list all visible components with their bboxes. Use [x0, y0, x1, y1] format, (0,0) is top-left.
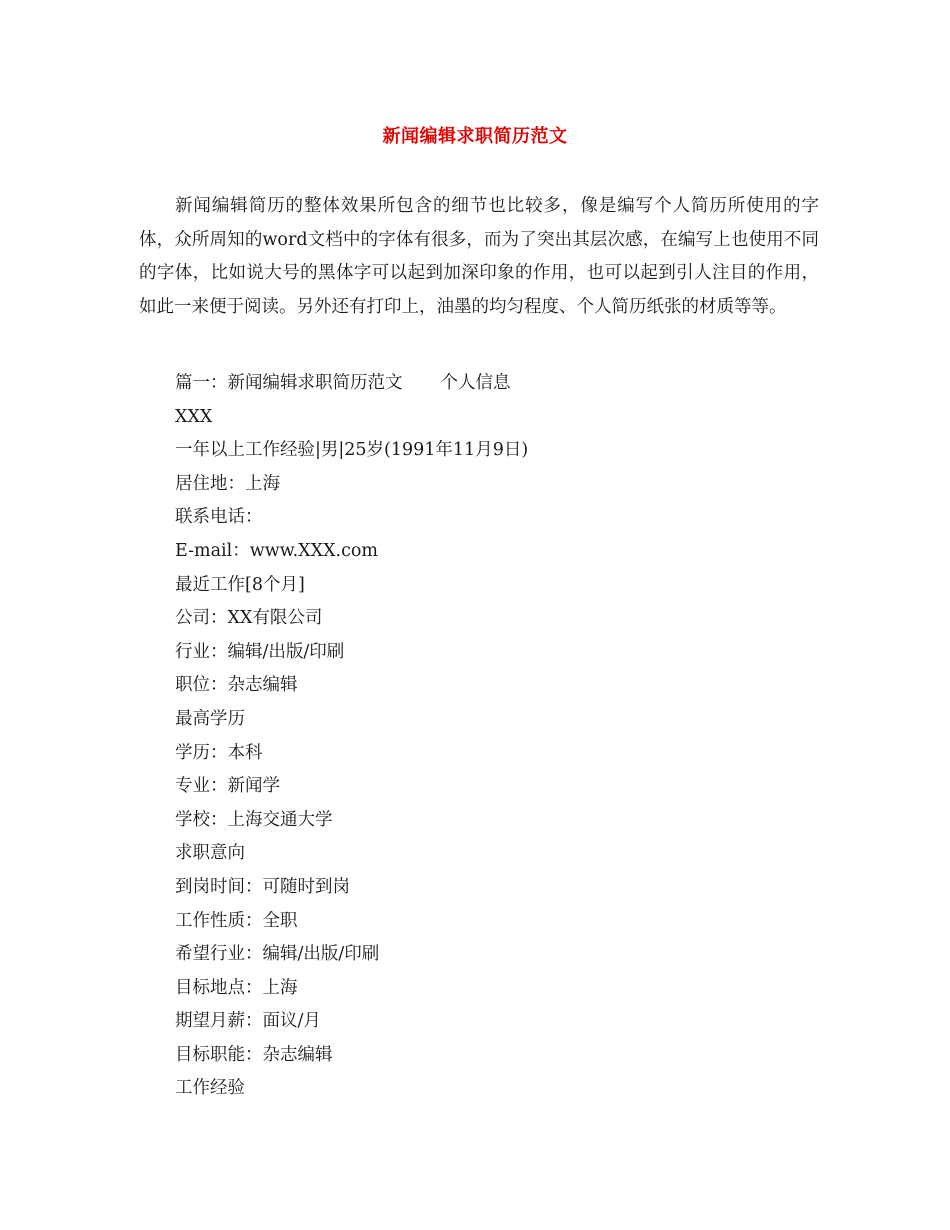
resume-email: E-mail：www.XXX.com	[175, 540, 379, 561]
job-intention-industry: 希望行业：编辑/出版/印刷	[175, 944, 380, 965]
work-experience-heading: 工作经验	[175, 1078, 245, 1099]
education-major: 专业：新闻学	[175, 776, 280, 797]
section-heading	[175, 367, 815, 401]
resume-summary: 一年以上工作经验|男|25岁(1991年11月9日)	[175, 440, 529, 461]
education-degree: 学历：本科	[175, 742, 263, 763]
job-intention-salary: 期望月薪：面议/月	[175, 1011, 321, 1032]
section-heading-tail: 个人信息	[440, 373, 511, 393]
education-heading: 最高学历	[175, 708, 245, 729]
job-intention-location: 目标地点：上海	[175, 977, 298, 998]
education-school: 学校：上海交通大学	[175, 809, 333, 830]
job-intention-heading: 求职意向	[175, 843, 245, 864]
resume-phone: 联系电话：	[175, 507, 263, 528]
resume-lines	[175, 367, 815, 1106]
resume-residence: 居住地：上海	[175, 473, 280, 494]
job-intention-start: 到岗时间：可随时到岗	[175, 876, 350, 897]
resume-name: XXX	[175, 406, 213, 427]
section-heading-title: 篇一：新闻编辑求职简历范文	[175, 373, 403, 393]
document-title: 新闻编辑求职简历范文	[382, 126, 568, 147]
recent-work-company: 公司：XX有限公司	[175, 608, 323, 629]
intro-paragraph: 新闻编辑简历的整体效果所包含的细节也比较多，像是编写个人简历所使用的字体，众所周知的word文档中的字体有很多，而为了突出其层次感，在编写上也使用不同的字体，比如说大号的黑体字可以起到加深印象的作用，也可以起到引人注目的作用，如此一来便于阅读。另外还有打印上，油墨的均匀程度、个人简历纸张的材质等等。	[139, 196, 819, 317]
job-intention-function: 目标职能：杂志编辑	[175, 1044, 333, 1065]
recent-work-heading: 最近工作[8个月]	[175, 574, 305, 595]
recent-work-industry: 行业：编辑/出版/印刷	[175, 641, 345, 662]
job-intention-type: 工作性质：全职	[175, 910, 298, 931]
recent-work-position: 职位：杂志编辑	[175, 675, 298, 696]
